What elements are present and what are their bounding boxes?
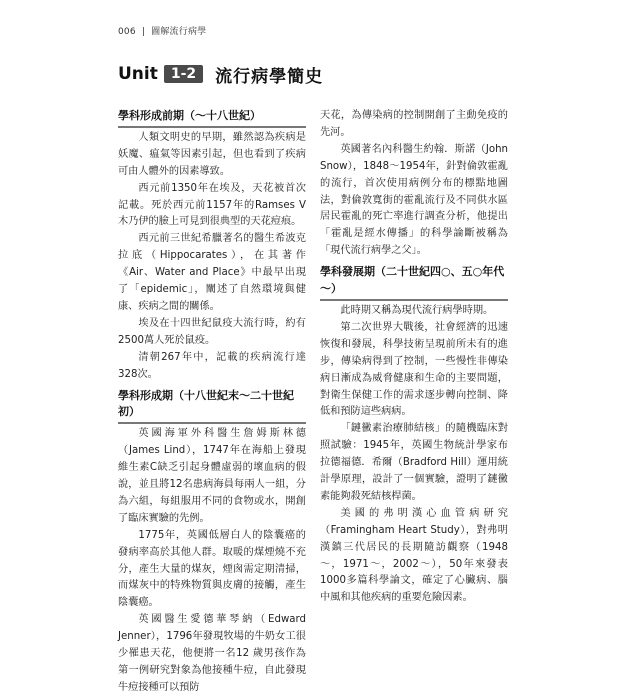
paragraph-continuation: 天花，為傳染病的控制開創了主動免疫的先河。 [320,110,508,138]
paragraph: 西元前1350年在埃及，天花被首次記載。死於西元前1157年的Ramses V木乃伊的臉上可見到很典型的天花痘痕。 [118,182,306,228]
section-heading-pre-formation: 學科形成前期（～十八世紀） [118,108,306,128]
right-column [320,108,508,607]
paragraph: 西元前三世紀希臘著名的醫生希波克拉底（Hippocarates），在其著作《Air、Water and Place》中最早出現了「epidemic」，闡述了自然環境與健康、疾病之間的關係。 [118,233,306,312]
paragraph: 英國醫生愛德華琴納（Edward Jenner），1796年發現牧場的牛奶女工很少罹患天花，他便將一名12 歲男孩作為第一例研究對象為他接種牛痘，自此發現牛痘接種可以預防 [118,614,306,693]
paragraph: 英國海軍外科醫生詹姆斯林德（James Lind），1747年在海船上發現維生素C缺乏引起身體虛弱的壞血病的假說，並且將12名患病海員每兩人一組，分為六組，每組服用不同的食物或水，開創了臨床實驗的先例。 [118,428,306,524]
left-column [118,108,306,697]
paragraph: 美國的弗明漢心血管病研究（Framingham Heart Study），對弗明漢鎮三代居民的長期隨訪觀察（1948～，1971～，2002～），50年來發表1000多篇科學論文，確定了心臟病、腦中風和其他疾病的重要危險因素。 [320,507,508,604]
unit-number-badge: 1-2 [164,65,203,83]
paragraph: 人類文明史的早期，雖然認為疾病是妖魔、瘟氣等因素引起，但也看到了疾病可由人體外的因素導致。 [118,131,306,177]
section-heading-development: 學科發展期（二十世紀四○、五○年代～） [320,264,508,301]
page-number: 006 [118,27,136,37]
paragraph: 英國著名內科醫生約翰．斯諾（John Snow），1848～1954年，針對倫敦霍亂的流行，首次使用病例分布的標點地圖法，對倫敦寬街的霍亂流行及不同供水區居民霍亂的死亡率進行調查分析，他提出「霍亂是經水傳播」的科學論斷被稱為「現代流行病學之父」。 [320,143,508,257]
unit-title: 流行病學簡史 [215,66,324,87]
unit-heading [118,62,323,86]
paragraph: 「鏈黴素治療肺結核」的隨機臨床對照試驗：1945年，英國生物統計學家布拉德福德．希爾（Bradford Hill）運用統計學原理，設計了一個實驗，證明了鏈黴素能夠殺死結核桿菌。 [320,423,508,502]
paragraph: 此時期又稱為現代流行病學時期。 [340,304,494,316]
paragraph: 清朝267年中，記載的疾病流行達328次。 [118,351,306,380]
paragraph: 第二次世界大戰後，社會經濟的迅速恢復和發展，科學技術呈現前所未有的進步，傳染病得到了控制，一些慢性非傳染病日漸成為威脅健康和生命的主要問題，對衛生保健工作的需求逐步轉向控制、降低和預防這些病病。 [320,321,508,418]
running-header [118,24,206,37]
book-title: 圖解流行病學 [151,27,207,37]
section-heading-formation: 學科形成期（十八世紀末～二十世紀初） [118,388,306,425]
paragraph: 1775年，英國低層白人的陰囊癌的發病率高於其他人群。取暖的煤煙燒不充分，產生大量的煤灰，煙囪需定期清掃，而煤灰中的特殊物質與皮膚的接觸，產生陰囊癌。 [118,529,306,609]
paragraph: 埃及在十四世紀鼠疫大流行時，約有2500萬人死於鼠疫。 [118,317,306,346]
header-separator: | [141,27,146,37]
unit-label: Unit [118,64,158,84]
